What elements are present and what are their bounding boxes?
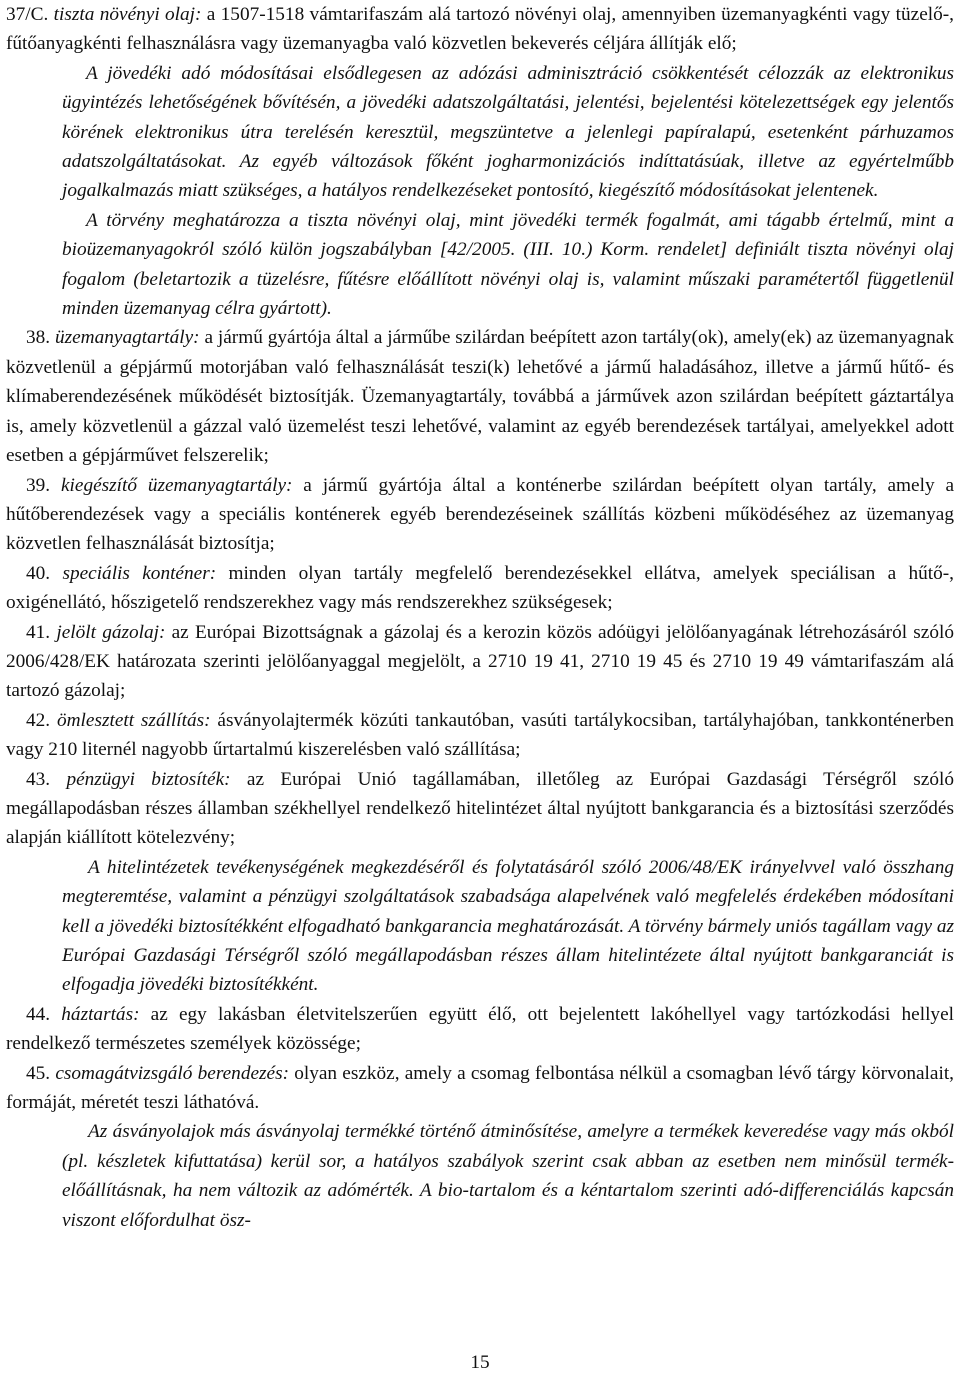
definition-40: [6, 559, 954, 618]
entry-number: 41.: [26, 621, 51, 643]
entry-number: 42.: [26, 709, 51, 731]
entry-text: a jármű gyártója által a járműbe szilárdan beépített azon tartály(ok), amely(ek) az üzemanyagnak közvetlenül a gépjármű motorjában való felhasználását teszi(k) lehetővé a jármű haladásához, illetve a jármű hűtő- és klímaberendezésének működését biztosítják. Üzemanyagtartály, továbbá a járművek azon szilárdan beépített gáztartálya is, amely közvetlenül a gázzal való üzemelést teszi lehetővé, valamint az egyéb berendezések tartályai, amelyekkel adott esetben a gépjárművet felszerelik;: [6, 327, 954, 467]
entry-term: kiegészítő üzemanyagtartály:: [60, 474, 293, 496]
entry-text: olyan eszköz, amely a csomag felbontása nélkül a csomagban lévő tárgy körvonalait, formáját, méretét teszi láthatóvá.: [6, 1062, 954, 1114]
definition-42: [6, 706, 954, 765]
entry-text: minden olyan tartály megfelelő berendezésekkel ellátva, amelyek speciálisan a hűtő-, oxigénellátó, hőszigetelő rendszerekhez vagy más rendszerekhez szükségesek;: [6, 562, 954, 614]
entry-number: 40.: [26, 562, 51, 584]
commentary-paragraph: A jövedéki adó módosításai elsődlegesen az adózási adminisztráció csökkentését célozzák az elektronikus ügyintézés lehetőségének bővítésén, a jövedéki adatszolgáltatási, jelentési, bejelentési kötelezettségek egy jelentős körének elektronikus útra terelésén keresztül, megszüntetve a jelenlegi papíralapú, esetenként párhuzamos adatszolgáltatásokat. Az egyéb változások főként jogharmonizációs indíttatásúak, illetve az egyértelműbb jogalkalmazás miatt szükséges, a hatályos rendelkezéseket pontosító, kiegészítő módosításokat jelentenek.: [62, 62, 954, 202]
entry-term: pénzügyi biztosíték:: [66, 768, 231, 790]
definition-37c: [6, 0, 954, 59]
entry-term: jelölt gázolaj:: [56, 621, 166, 643]
definition-41: [6, 618, 954, 706]
commentary-paragraph: A törvény meghatározza a tiszta növényi olaj, mint jövedéki termék fogalmát, ami tágabb értelmű, mint a bioüzemanyagokról szóló külön jogszabályban [42/2005. (III. 10.) Korm. rendelet] definiált tiszta növényi olaj fogalom (beletartozik a tüzelésre, fűtésre előállított növényi olaj is, valamint műszaki paramétertől függetlenül minden üzemanyag célra gyártott).: [62, 209, 954, 320]
entry-number: 37/C.: [6, 4, 49, 25]
entry-text: az Európai Unió tagállamában, illetőleg az Európai Gazdasági Térségről szóló megállapodásban részes államban székhellyel rendelkező hitelintézet által nyújtott bankgarancia és a biztosítási szerződés alapján kiállított kötelezvény;: [6, 768, 954, 849]
entry-text: a 1507-1518 vámtarifaszám alá tartozó növényi olaj, amennyiben üzemanyagkénti vagy tüzelő-, fűtőanyagkénti felhasználásra vagy üzemanyagba való közvetlen bekeverés céljára állítják elő;: [6, 4, 954, 55]
commentary-paragraph: Az ásványolajok más ásványolaj termékké történő átminősítése, amelyre a termékek keveredése vagy más okból (pl. készletek kifuttatása) kerül sor, a hatályos szabályok szerint csak abban az esetben nem minősül termék-előállításnak, ha nem változik az adómérték. A bio-tartalom és a kéntartalom szerinti adó-differenciálás kapcsán viszont előfordulhat ösz-: [62, 1121, 954, 1231]
commentary-paragraph: A hitelintézetek tevékenységének megkezdéséről és folytatásáról szóló 2006/48/EK irányelvvel való összhang megteremtése, valamint a pénzügyi szolgáltatások szabadsága alapelvének való megfelelés érdekében módosítani kell a jövedéki biztosítékként elfogadható bankgarancia meghatározását. A törvény bármely uniós tagállam vagy az Európai Gazdasági Térségről szóló megállapodásban részes állam hitelintézete által nyújtott bankgaranciát is elfogadja jövedéki biztosítékként.: [62, 856, 954, 996]
entry-term: csomagátvizsgáló berendezés:: [55, 1062, 290, 1084]
entry-term: speciális konténer:: [62, 562, 217, 584]
entry-number: 44.: [26, 1003, 51, 1025]
definition-38: [6, 323, 954, 470]
definition-39: [6, 471, 954, 559]
entry-number: 43.: [26, 768, 51, 790]
entry-term: tiszta növényi olaj:: [53, 4, 202, 25]
definition-44: [6, 1000, 954, 1059]
page-number: 15: [470, 1352, 490, 1373]
definition-45: [6, 1059, 954, 1118]
document-page: [6, 0, 954, 1235]
entry-term: háztartás:: [61, 1003, 140, 1025]
entry-term: üzemanyagtartály:: [54, 327, 200, 349]
entry-number: 45.: [26, 1062, 51, 1084]
entry-term: ömlesztett szállítás:: [56, 709, 211, 731]
entry-text: ásványolajtermék közúti tankautóban, vasúti tartálykocsiban, tartályhajóban, tankkonténerben vagy 210 liternél nagyobb űrtartalmú kiszerelésben való szállítása;: [6, 709, 955, 761]
entry-text: az Európai Bizottságnak a gázolaj és a kerozin közös adóügyi jelölőanyagának létrehozásáról szóló 2006/428/EK határozata szerinti jelölőanyaggal megjelölt, a 2710 19 41, 2710 19 45 és 2710 19 49 vámtarifaszám alá tartozó gázolaj;: [6, 621, 954, 702]
entry-number: 39.: [26, 474, 51, 496]
definition-43: [6, 765, 954, 853]
entry-text: az egy lakásban életvitelszerűen együtt élő, ott bejelentett lakóhellyel vagy tartózkodási hellyel rendelkező természetes személyek közössége;: [6, 1003, 954, 1055]
entry-number: 38.: [26, 327, 51, 349]
entry-text: a jármű gyártója által a konténerbe szilárdan beépített olyan tartály, amely a hűtőberendezések vagy a speciális konténerek egyéb berendezéseinek szállítás közbeni működéséhez az üzemanyag közvetlen felhasználását biztosítja;: [6, 474, 955, 555]
